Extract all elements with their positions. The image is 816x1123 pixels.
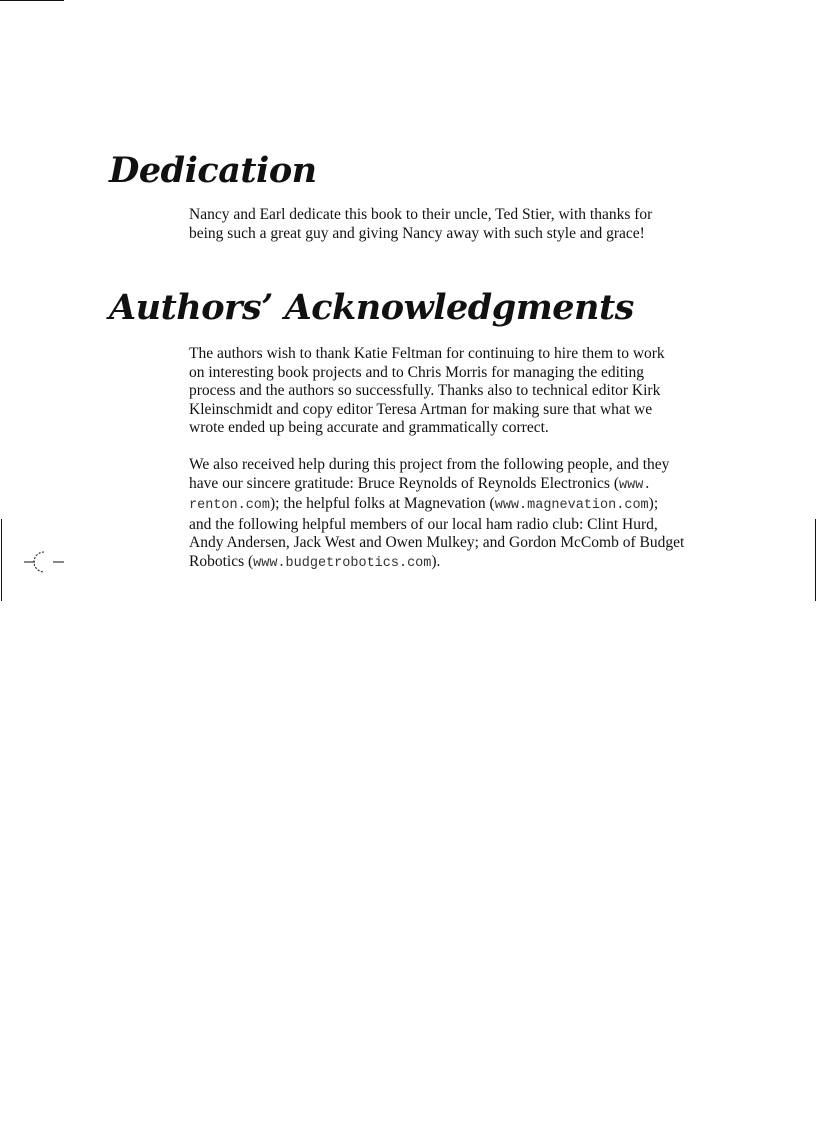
text-line: Kleinschmidt and copy editor Teresa Artman for making sure that what we	[189, 400, 653, 418]
text-line: and the following helpful members of our local ham radio club: Clint Hurd,	[189, 515, 658, 533]
url-reynolds-part2: renton.com	[189, 498, 271, 513]
dedication-paragraph	[189, 206, 709, 243]
url-reynolds-part1: www.	[619, 477, 652, 493]
url-budgetrobotics: www.budgetrobotics.com	[253, 555, 432, 571]
crop-mark-top-left	[0, 0, 64, 1]
text-line	[189, 553, 709, 574]
text-segment: ).	[431, 552, 441, 570]
registration-mark-icon	[22, 546, 66, 578]
acknowledgments-heading: Authors’ Acknowledgments	[109, 287, 634, 328]
text-line: process and the authors so successfully. Thanks also to technical editor Kirk	[189, 382, 661, 399]
text-line: The authors wish to thank Katie Feltman for continuing to hire them to work	[189, 345, 665, 362]
text-line: wrote ended up being accurate and grammatically correct.	[189, 419, 549, 436]
acknowledgments-paragraph-2	[189, 456, 709, 573]
text-line: Nancy and Earl dedicate this book to their uncle, Ted Stier, with thanks for	[189, 206, 653, 223]
crop-mark-left-edge	[1, 519, 2, 601]
text-line: on interesting book projects and to Chris Morris for managing the editing	[189, 363, 645, 381]
text-line	[189, 475, 709, 496]
text-line: We also received help during this project from the following people, and they	[189, 456, 670, 473]
acknowledgments-paragraph-1	[189, 345, 709, 438]
text-line: being such a great guy and giving Nancy away with such style and grace!	[189, 224, 645, 242]
dedication-heading: Dedication	[109, 150, 317, 191]
text-line: Andy Andersen, Jack West and Owen Mulkey; and Gordon McComb of Budget	[189, 534, 685, 551]
url-magnevation: www.magnevation.com	[494, 498, 649, 513]
text-segment: ); the helpful folks at Magnevation (	[270, 495, 495, 512]
text-line	[189, 495, 709, 516]
text-segment: );	[648, 495, 659, 512]
text-segment: have our sincere gratitude: Bruce Reynolds of Reynolds Electronics (	[189, 474, 619, 492]
text-segment: Robotics (	[189, 552, 254, 570]
